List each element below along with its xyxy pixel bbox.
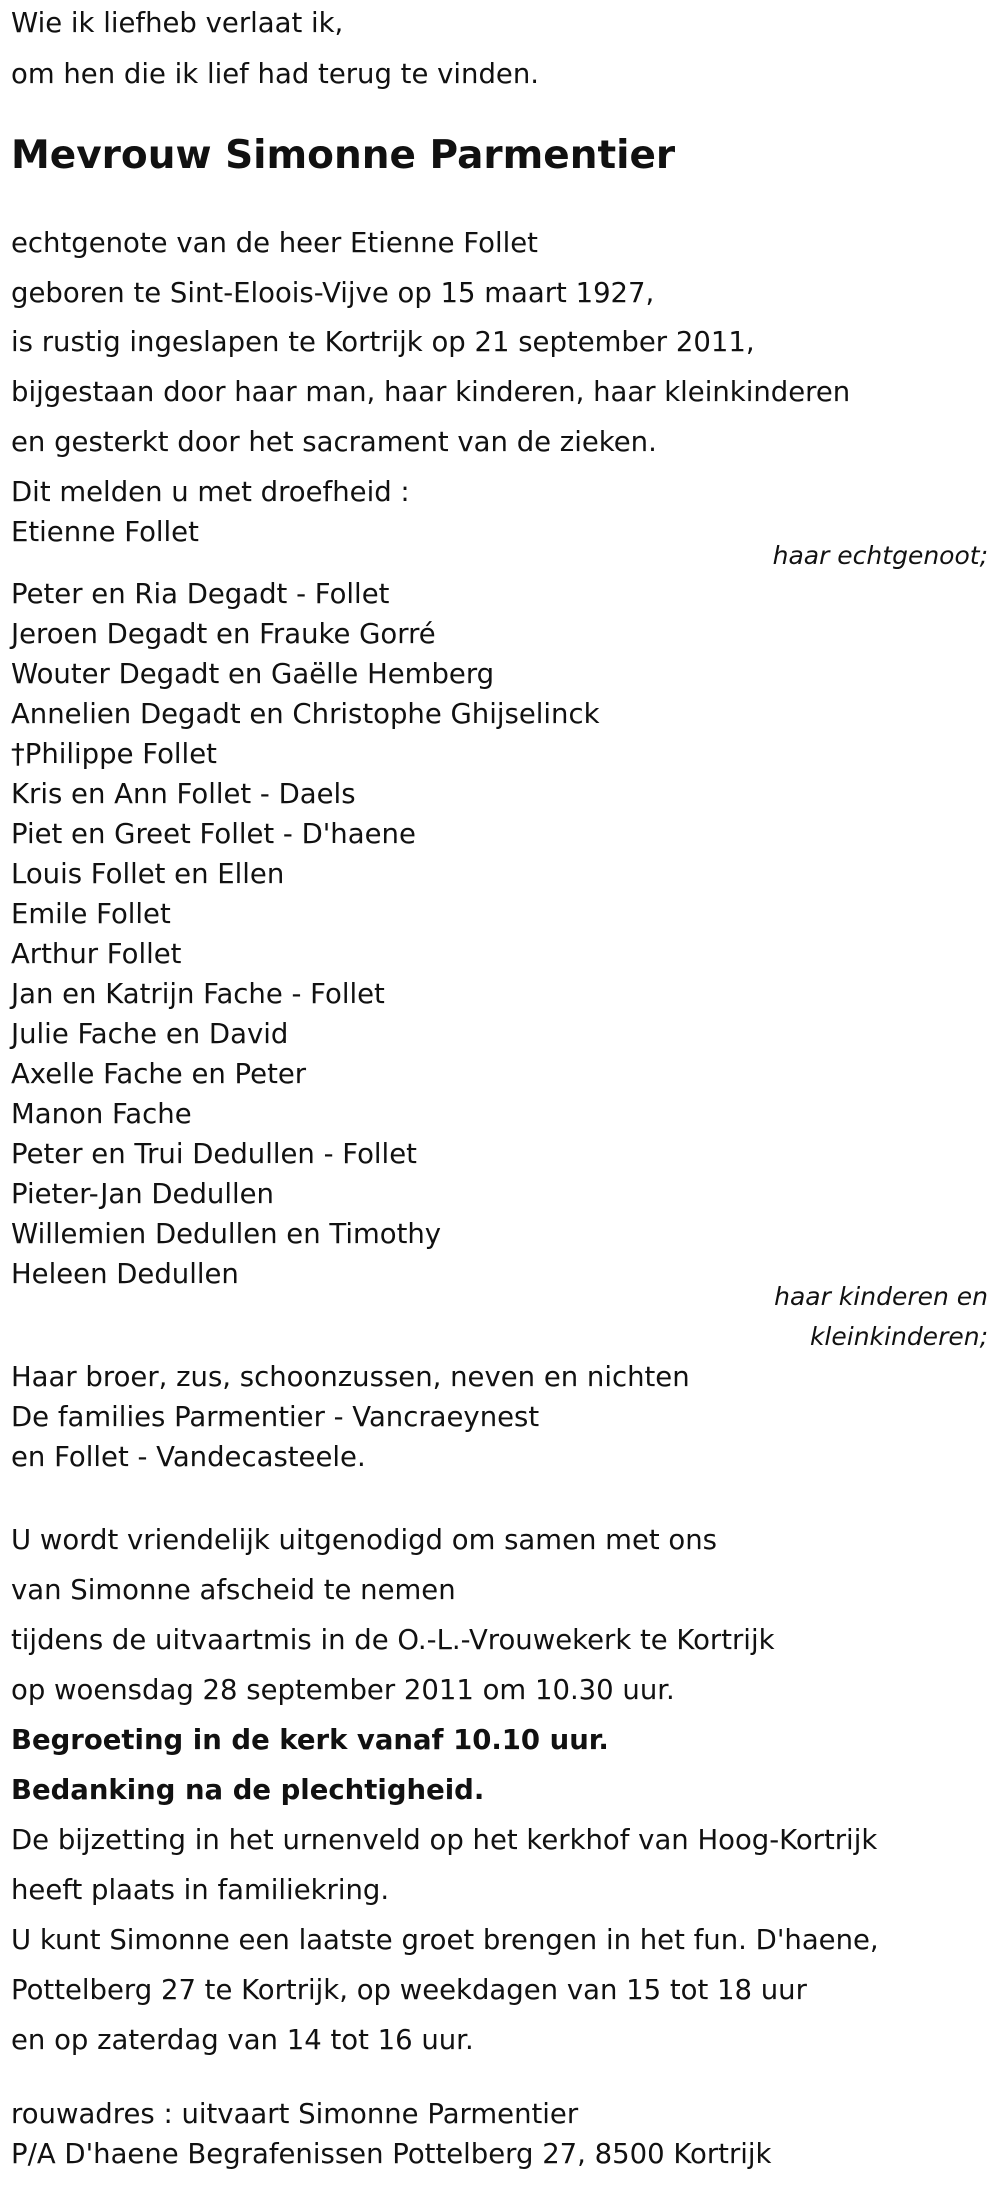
family-member: Pieter-Jan Dedullen [11,1178,274,1210]
family-role: haar kinderen en [774,1282,988,1311]
intro-line: om hen die ik lief had terug te vinden. [11,58,540,90]
announce-line: Dit melden u met droefheid : [11,476,410,508]
family-member: Peter en Ria Degadt - Follet [11,578,390,610]
spouse-role: haar echtgenoot; [772,541,988,570]
family-member: Annelien Degadt en Christophe Ghijselinck [11,698,600,730]
bio-line: bijgestaan door haar man, haar kinderen, haar kleinkinderen [11,376,851,408]
thanks-note: Bedanking na de plechtigheid. [11,1774,485,1806]
details-line: heeft plaats in familiekring. [11,1874,390,1906]
family-member: Peter en Trui Dedullen - Follet [11,1138,417,1170]
family-member: Piet en Greet Follet - D'haene [11,818,416,850]
family-member: Louis Follet en Ellen [11,858,285,890]
family-member: Julie Fache en David [11,1018,289,1050]
greeting-note: Begroeting in de kerk vanaf 10.10 uur. [11,1724,609,1756]
invitation-line: U wordt vriendelijk uitgenodigd om samen met ons [11,1524,717,1556]
details-line: en op zaterdag van 14 tot 16 uur. [11,2024,474,2056]
bio-line: echtgenote van de heer Etienne Follet [11,227,538,259]
bio-line: en gesterkt door het sacrament van de zieken. [11,426,657,458]
relatives-line: Haar broer, zus, schoonzussen, neven en nichten [11,1361,690,1393]
family-member: Wouter Degadt en Gaëlle Hemberg [11,658,495,690]
family-member: Manon Fache [11,1098,192,1130]
details-line: De bijzetting in het urnenveld op het kerkhof van Hoog-Kortrijk [11,1824,878,1856]
family-member: †Philippe Follet [11,738,217,770]
invitation-line: van Simonne afscheid te nemen [11,1574,456,1606]
invitation-line: op woensdag 28 september 2011 om 10.30 uur. [11,1674,675,1706]
family-member: Arthur Follet [11,938,182,970]
family-member: Heleen Dedullen [11,1258,239,1290]
bio-line: geboren te Sint-Eloois-Vijve op 15 maart 1927, [11,277,655,309]
family-member: Jeroen Degadt en Frauke Gorré [11,618,436,650]
invitation-line: tijdens de uitvaartmis in de O.-L.-Vrouwekerk te Kortrijk [11,1624,775,1656]
bio-line: is rustig ingeslapen te Kortrijk op 21 september 2011, [11,326,755,358]
intro-line: Wie ik liefheb verlaat ik, [11,7,344,39]
relatives-line: De families Parmentier - Vancraeynest [11,1401,540,1433]
details-line: U kunt Simonne een laatste groet brengen in het fun. D'haene, [11,1924,879,1956]
address-line: rouwadres : uitvaart Simonne Parmentier [11,2098,579,2130]
address-line: P/A D'haene Begrafenissen Pottelberg 27, 8500 Kortrijk [11,2138,772,2170]
family-member: Emile Follet [11,898,171,930]
relatives-line: en Follet - Vandecasteele. [11,1441,366,1473]
family-member: Willemien Dedullen en Timothy [11,1218,442,1250]
details-line: Pottelberg 27 te Kortrijk, op weekdagen van 15 tot 18 uur [11,1974,807,2006]
family-role: kleinkinderen; [809,1322,988,1351]
spouse-name: Etienne Follet [11,516,199,548]
family-member: Axelle Fache en Peter [11,1058,307,1090]
family-member: Jan en Katrijn Fache - Follet [11,978,385,1010]
family-member: Kris en Ann Follet - Daels [11,778,356,810]
page-title: Mevrouw Simonne Parmentier [11,133,676,178]
